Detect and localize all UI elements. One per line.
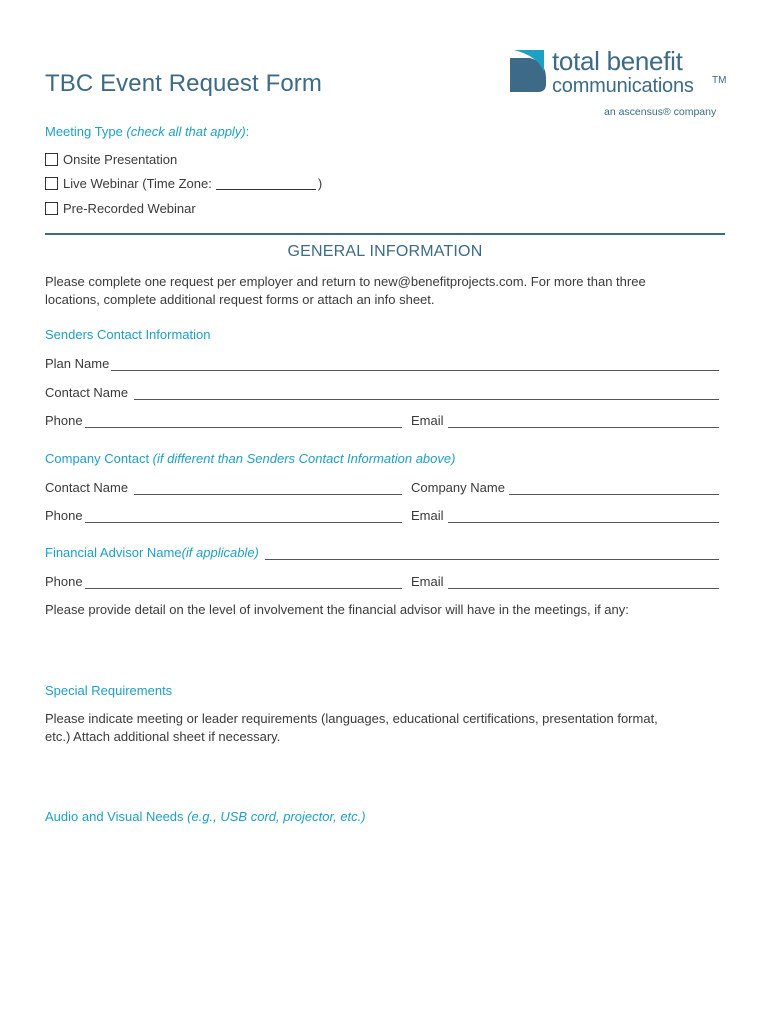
company-name-label: Company Name	[411, 480, 505, 495]
general-intro	[45, 273, 725, 309]
senders-phone-field[interactable]	[45, 413, 402, 428]
option-prerecorded-label: Pre-Recorded Webinar	[63, 201, 196, 216]
advisor-email-input[interactable]	[448, 576, 719, 589]
company-contact-name-input[interactable]	[134, 482, 402, 495]
option-onsite[interactable]	[45, 152, 177, 167]
plan-name-input[interactable]	[111, 358, 719, 371]
meeting-type-label-note: (check all that apply)	[126, 124, 246, 139]
senders-email-field[interactable]	[411, 413, 719, 428]
logo-subtitle: an ascensus® company	[604, 106, 717, 118]
company-email-field[interactable]	[411, 508, 719, 523]
section-divider	[45, 233, 725, 235]
logo-trademark: TM	[712, 75, 727, 86]
special-requirements-line2: etc.) Attach additional sheet if necessary.	[45, 729, 281, 744]
company-email-label: Email	[411, 508, 444, 523]
company-contact-name-field[interactable]	[45, 480, 402, 495]
advisor-email-field[interactable]	[411, 574, 719, 589]
special-requirements-line1: Please indicate meeting or leader requirements (languages, educational certifications, presentation format,	[45, 711, 658, 726]
advisor-heading-text: Financial Advisor Name	[45, 545, 182, 560]
time-zone-input[interactable]	[216, 177, 316, 190]
av-needs-input[interactable]	[45, 830, 719, 980]
general-intro-line1: Please complete one request per employer and return to new@benefitprojects.com. For more than three	[45, 274, 646, 289]
option-live-webinar[interactable]	[45, 176, 322, 191]
senders-phone-input[interactable]	[85, 415, 402, 428]
senders-email-label: Email	[411, 413, 444, 428]
logo-mark-icon	[508, 48, 548, 94]
advisor-phone-input[interactable]	[85, 576, 402, 589]
advisor-phone-label: Phone	[45, 574, 83, 589]
special-requirements-input[interactable]	[45, 750, 719, 800]
senders-phone-label: Phone	[45, 413, 83, 428]
logo-text-line2: communications	[552, 75, 694, 97]
company-name-field[interactable]	[411, 480, 719, 495]
advisor-involvement-prompt: Please provide detail on the level of involvement the financial advisor will have in the meetings, if any:	[45, 602, 629, 617]
advisor-involvement-input[interactable]	[45, 622, 719, 672]
special-requirements-text	[45, 710, 725, 746]
advisor-email-label: Email	[411, 574, 444, 589]
senders-heading: Senders Contact Information	[45, 327, 211, 342]
av-needs-heading-note: (e.g., USB cord, projector, etc.)	[187, 809, 366, 824]
advisor-heading-note: (if applicable)	[181, 545, 259, 560]
company-contact-heading	[45, 451, 455, 466]
company-email-input[interactable]	[448, 510, 719, 523]
company-logo	[508, 48, 738, 120]
meeting-type-label-text: Meeting Type	[45, 124, 127, 139]
general-intro-line2: locations, complete additional request forms or attach an info sheet.	[45, 292, 435, 307]
checkbox-onsite[interactable]	[45, 153, 58, 166]
plan-name-label: Plan Name	[45, 356, 110, 371]
option-prerecorded[interactable]	[45, 201, 196, 216]
company-contact-heading-note: (if different than Senders Contact Information above)	[152, 451, 456, 466]
company-phone-label: Phone	[45, 508, 83, 523]
option-live-webinar-suffix: )	[317, 176, 323, 191]
meeting-type-label-colon: :	[245, 124, 250, 139]
av-needs-heading-text: Audio and Visual Needs	[45, 809, 188, 824]
av-needs-heading	[45, 809, 366, 824]
option-onsite-label: Onsite Presentation	[63, 152, 178, 167]
form-title: TBC Event Request Form	[45, 70, 322, 97]
special-requirements-heading: Special Requirements	[45, 683, 173, 698]
senders-email-input[interactable]	[448, 415, 719, 428]
senders-contact-name-label: Contact Name	[45, 385, 129, 400]
logo-text-line1: total benefit	[552, 46, 683, 76]
company-name-input[interactable]	[509, 482, 719, 495]
plan-name-field[interactable]	[45, 356, 719, 371]
company-contact-name-label: Contact Name	[45, 480, 129, 495]
checkbox-live-webinar[interactable]	[45, 177, 58, 190]
company-phone-field[interactable]	[45, 508, 402, 523]
senders-contact-name-input[interactable]	[134, 387, 719, 400]
option-live-webinar-label: Live Webinar (Time Zone:	[63, 176, 212, 191]
meeting-type-label	[45, 124, 249, 139]
company-phone-input[interactable]	[85, 510, 402, 523]
company-contact-heading-text: Company Contact	[45, 451, 153, 466]
general-info-heading: GENERAL INFORMATION	[287, 243, 483, 260]
checkbox-prerecorded[interactable]	[45, 202, 58, 215]
advisor-name-field[interactable]	[45, 545, 719, 560]
senders-contact-name-field[interactable]	[45, 385, 719, 400]
advisor-name-input[interactable]	[265, 547, 719, 560]
advisor-phone-field[interactable]	[45, 574, 402, 589]
